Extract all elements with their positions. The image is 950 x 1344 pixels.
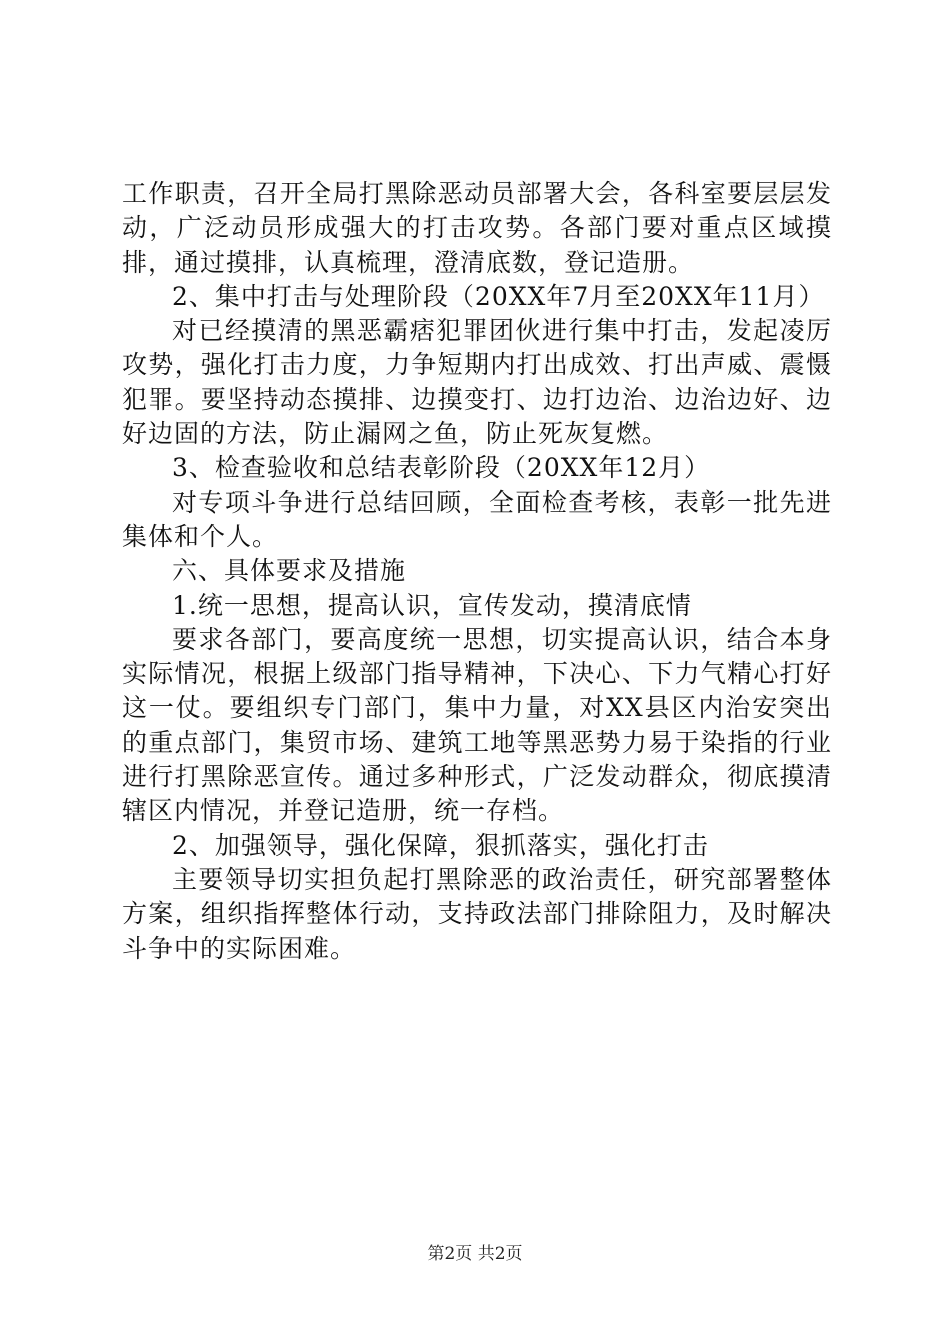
section-heading: 2、集中打击与处理阶段（20XX年7月至20XX年11月） (172, 281, 825, 311)
section-heading: 3、检查验收和总结表彰阶段（20XX年12月） (172, 453, 711, 483)
paragraph: 要求各部门，要高度统一思想，切实提高认识，结合本身实际情况，根据上级部门指导精神，下决心、下力气精心打好这一仗。要组织专门部门，集中力量，对XX县区内治安突出的重点部门，集贸市场、建筑工地等黑恶势力易于染指的行业进行打黑除恶宣传。通过多种形式，广泛发动群众，彻底摸清辖区内情况，并登记造册，统一存档。 (122, 624, 832, 826)
section-heading: 2、加强领导，强化保障，狠抓落实，强化打击 (172, 830, 709, 860)
paragraph: 对已经摸清的黑恶霸痞犯罪团伙进行集中打击，发起凌厉攻势，强化打击力度，力争短期内打出成效、打出声威、震慑犯罪。要坚持动态摸排、边摸变打、边打边治、边治边好、边好边固的方法，防止漏网之鱼，防止死灰复燃。 (122, 316, 832, 449)
paragraph: 对专项斗争进行总结回顾，全面检查考核，表彰一批先进集体和个人。 (122, 487, 832, 551)
page-number-footer: 第2页 共2页 (427, 1244, 523, 1264)
paragraph: 主要领导切实担负起打黑除恶的政治责任，研究部署整体方案，组织指挥整体行动，支持政法部门排除阻力，及时解决斗争中的实际困难。 (122, 864, 832, 963)
section-heading: 1.统一思想，提高认识，宣传发动，摸清底情 (172, 590, 692, 620)
chapter-heading: 六、具体要求及措施 (172, 556, 407, 586)
document-body (122, 177, 832, 966)
paragraph: 工作职责，召开全局打黑除恶动员部署大会，各科室要层层发动，广泛动员形成强大的打击攻势。各部门要对重点区域摸排，通过摸排，认真梳理，澄清底数，登记造册。 (122, 179, 832, 277)
